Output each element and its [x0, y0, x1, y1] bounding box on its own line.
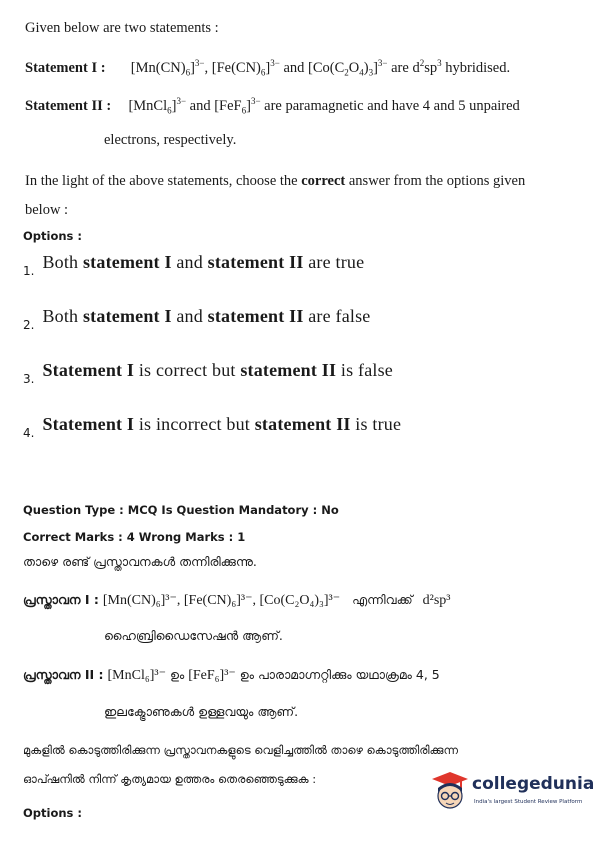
ml-statement-1-label: പ്രസ്താവന I : — [23, 592, 99, 607]
formula-part: are d — [387, 59, 420, 76]
option-text-segment: is true — [350, 414, 402, 434]
ml-statement-1 — [23, 592, 450, 609]
subscript: 4 — [359, 67, 364, 78]
ml-formula: [Mn(CN)₆]³⁻, [Fe(CN)₆]³⁻, [Co(C₂O₄)₃]³⁻ — [102, 593, 341, 608]
formula-part: , [Fe(CN) — [204, 59, 261, 76]
mascot-icon — [430, 770, 470, 814]
question-type: Question Type : MCQ Is Question Mandatory : No — [23, 503, 339, 517]
statement-2: Statement II : [MnCl$_6$]$^{3-}$ and $[FeF_6]^{3-}$ are paramagnetic and have 4 and 5 unpaired — [25, 96, 520, 116]
superscript: 3− — [270, 58, 280, 68]
option-text-segment: are false — [303, 306, 371, 326]
formula-part: O — [348, 59, 360, 76]
option-text-segment: are true — [303, 252, 365, 272]
instruction-text: In the light of the above statements, choose the — [25, 173, 302, 189]
option-text-segment: and — [171, 306, 208, 326]
option-4[interactable] — [23, 414, 402, 440]
ml-instruction-2: ഓപ്ഷനിൽ നിന്ന് കൃത്യമായ ഉത്തരം തെരഞ്ഞെടുക്കുക : — [23, 772, 317, 786]
ml-instruction-1: മുകളിൽ കൊടുത്തിരിക്കുന്ന പ്രസ്താവനകളുടെ വെളിച്ചത്തിൽ താഴെ കൊടുത്തിരിക്കുന്ന — [23, 743, 459, 757]
ml-formula: d²sp³ — [422, 593, 451, 608]
ml-formula: [MnCl₆]³⁻ — [107, 668, 166, 683]
formula-part: [FeF — [214, 97, 242, 114]
option-text-segment: is correct but — [134, 360, 241, 380]
superscript: 2 — [419, 58, 425, 68]
ml-text: എന്നിവക്ക് — [352, 592, 413, 607]
formula-part: [Mn(CN) — [130, 59, 186, 76]
statement-text: hybridised. — [441, 59, 511, 76]
option-3[interactable] — [23, 360, 393, 386]
logo-name: collegedunia — [472, 774, 595, 794]
subscript: 6 — [167, 105, 172, 116]
option-text-segment: and — [171, 252, 208, 272]
option-text-emphasis: statement I — [82, 252, 172, 272]
superscript: 3− — [194, 58, 205, 68]
option-text-segment: is incorrect but — [134, 414, 255, 434]
marks-info: Correct Marks : 4 Wrong Marks : 1 — [23, 530, 246, 544]
ml-statement-2-line2: ഇലക്ട്രോണുകൾ ഉള്ളവയും ആണ്. — [104, 704, 299, 719]
conjunction: and — [279, 59, 308, 76]
options-label-2: Options : — [23, 806, 82, 820]
option-text-emphasis: statement II — [207, 252, 304, 272]
ml-formula: [FeF₆]³⁻ — [188, 668, 236, 683]
subscript: 6 — [241, 105, 247, 116]
option-text-segment: Both — [42, 252, 83, 272]
options-label: Options : — [23, 229, 82, 243]
option-number: 4. — [23, 426, 35, 440]
option-text-emphasis: statement II — [207, 306, 304, 326]
instruction-emphasis: correct — [301, 173, 346, 189]
subscript: 6 — [260, 67, 266, 78]
formula-part: [MnCl — [128, 97, 168, 114]
superscript: 3 — [437, 58, 442, 68]
option-1[interactable] — [23, 252, 365, 278]
subscript: 6 — [185, 67, 191, 78]
collegedunia-logo — [430, 770, 595, 830]
option-text-segment: Both — [42, 306, 83, 326]
option-text-emphasis: statement II — [254, 414, 351, 434]
formula-part: ] — [373, 59, 378, 76]
intro-text: Given below are two statements : — [25, 20, 219, 36]
formula-part: [Co(C — [308, 59, 345, 76]
conjunction: and — [186, 97, 215, 114]
option-number: 3. — [23, 372, 35, 386]
superscript: 3− — [176, 96, 187, 106]
formula-part: sp — [424, 59, 438, 76]
option-text-emphasis: Statement I — [42, 360, 135, 380]
option-number: 1. — [23, 264, 35, 278]
statement-1-label: Statement I : — [25, 59, 106, 76]
ml-statement-2-label: പ്രസ്താവന II : — [23, 667, 104, 682]
subscript: 3 — [368, 67, 374, 78]
statement-text: are paramagnetic and have 4 and 5 unpaired — [260, 97, 520, 114]
ml-statement-2 — [23, 667, 440, 684]
option-text-emphasis: statement I — [82, 306, 172, 326]
ml-text: ഉം പാരാമാഗ്നറ്റിക്കും യഥാക്രമം 4, 5 — [239, 667, 440, 682]
instruction — [25, 173, 525, 190]
superscript: 3− — [377, 58, 388, 68]
option-text — [42, 360, 393, 380]
ml-statement-1-line2: ഹൈബ്രിഡൈസേഷൻ ആണ്. — [104, 628, 283, 643]
statement-2-label: Statement II : — [25, 97, 112, 114]
superscript: 3− — [250, 96, 261, 106]
option-text — [42, 306, 370, 326]
instruction-line2: below : — [25, 202, 69, 218]
option-2[interactable] — [23, 306, 371, 332]
option-number: 2. — [23, 318, 35, 332]
ml-text: ഉം — [169, 667, 185, 682]
statement-2-line2: electrons, respectively. — [104, 132, 237, 148]
logo-tagline: India's largest Student Review Platform — [474, 799, 583, 805]
option-text-emphasis: statement II — [240, 360, 337, 380]
option-text-emphasis: Statement I — [42, 414, 135, 434]
option-text-segment: is false — [336, 360, 393, 380]
subscript: 2 — [344, 67, 349, 78]
ml-intro: താഴെ രണ്ട് പ്രസ്താവനകൾ തന്നിരിക്കുന്നു. — [23, 554, 257, 569]
formula-part: ) — [363, 59, 369, 76]
statement-1: Statement I : $[Mn(CN)_6]^{3-}$, $[Fe(CN)_6]^{3-}$ and $[Co(C_2O_4)_3]^{3-}$ are $d^2sp^3$ hybridised. — [25, 58, 511, 78]
option-text — [42, 414, 401, 434]
instruction-text: answer from the options given — [345, 173, 526, 189]
option-text — [42, 252, 364, 272]
